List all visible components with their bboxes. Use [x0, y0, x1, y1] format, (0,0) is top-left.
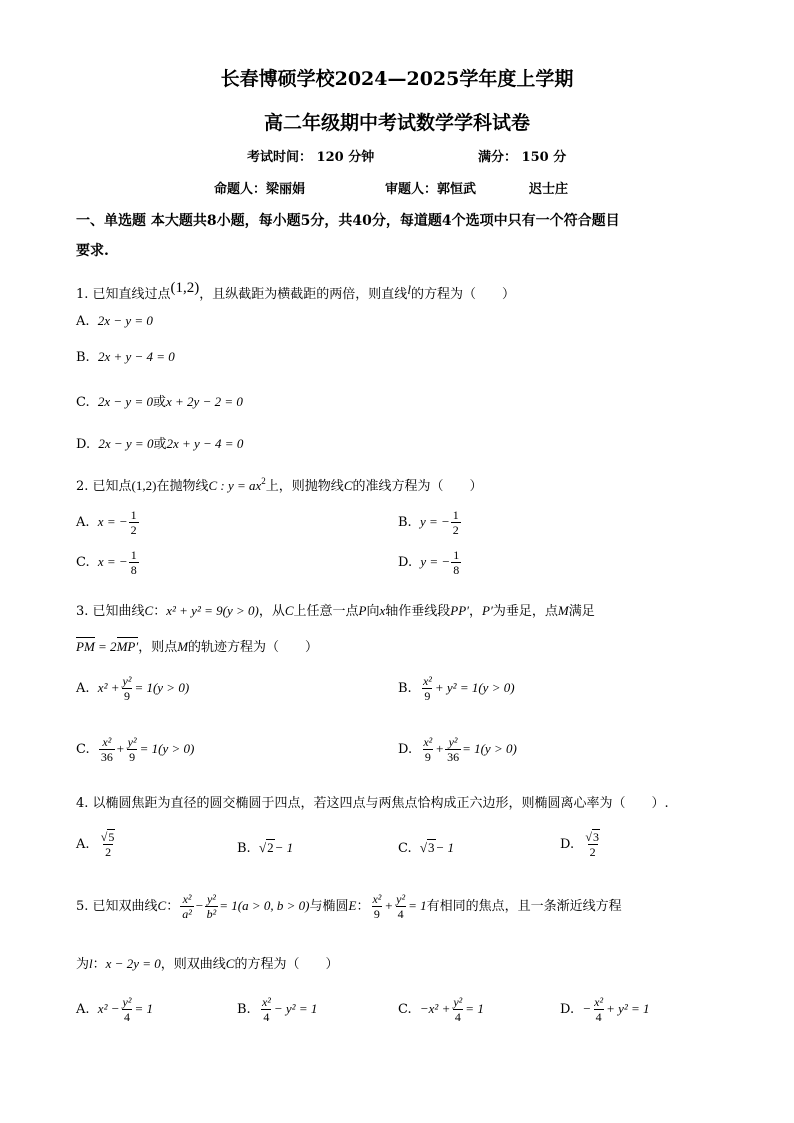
q5-option-a-letter: A. [76, 1002, 90, 1017]
numerator: x² [594, 995, 604, 1009]
q3-t8: ，则点 [138, 640, 178, 655]
numerator: y² [127, 735, 137, 749]
q3-pp: PP′ [450, 603, 470, 618]
q3-option-b-frac [421, 674, 434, 703]
q2-exp: 2 [261, 476, 266, 486]
full-score-value: 150 分 [521, 150, 567, 165]
numerator: 1 [130, 548, 137, 562]
q5-option-d-letter: D. [560, 1002, 575, 1017]
q2-t1: 在抛物线 [156, 479, 209, 494]
q5-option-b-post: − y² = 1 [273, 1001, 318, 1016]
q5-option-d-post: + y² = 1 [606, 1001, 650, 1016]
q2-option-d-letter: D. [398, 555, 413, 570]
q3-eq: x² + y² = 9(y > 0) [166, 603, 259, 618]
q3-option-c-post: = 1(y > 0) [139, 741, 195, 756]
q3-option-d-post: = 1(y > 0) [462, 741, 517, 756]
reviewer [385, 178, 476, 197]
q2-option-b-letter: B. [398, 515, 412, 530]
denominator: 9 [424, 750, 431, 764]
q1-option-b-text: 2x + y − 4 = 0 [97, 349, 175, 364]
q1-middle: ，且纵截距为横截距的两倍，则直线 [199, 287, 408, 302]
q5-t1: 与椭圆 [309, 899, 349, 914]
q2-option-c-letter: C. [76, 555, 90, 570]
exam-title-line2: 高二年级期中考试数学学科试卷 [263, 112, 530, 134]
denominator: 36 [100, 750, 113, 764]
q2-option-a-letter: A. [76, 515, 90, 530]
numerator: x² [182, 892, 192, 906]
denominator: 4 [397, 907, 404, 921]
q3-option-b-rest: + y² = 1(y > 0) [434, 680, 515, 695]
numerator: x² [422, 674, 432, 688]
q3-cvar: C [144, 603, 154, 618]
denominator: 2 [105, 845, 112, 859]
q5-efrac2 [394, 892, 407, 921]
q1-point: (1,2) [170, 280, 200, 296]
numerator: y² [396, 892, 406, 906]
q3-t1: ，从 [258, 604, 285, 619]
q1-suffix: 的方程为（ ） [410, 287, 515, 302]
q5-option-b [237, 995, 317, 1024]
setter-name: 梁丽娟 [266, 182, 306, 197]
q5-prefix: 5. 已知双曲线 [76, 899, 158, 914]
q4-option-d-letter: D. [560, 837, 575, 852]
numerator: x² [423, 735, 433, 749]
reviewer-name: 郭恒武 [437, 182, 477, 197]
q1-option-c-letter: C. [76, 395, 90, 410]
reviewer-label: 审题人： [385, 182, 438, 197]
denominator: 9 [123, 689, 130, 703]
q2-t2: 上，则抛物线 [265, 479, 344, 494]
q4-option-c-post: − 1 [435, 840, 455, 855]
q5-frac1 [180, 892, 194, 921]
question-5-stem-line2 [76, 953, 338, 972]
q3-t3: 向 [366, 604, 380, 619]
denominator: 8 [453, 563, 460, 577]
q3-colon: ： [153, 604, 167, 619]
q3-p: P [358, 603, 367, 618]
q3-option-c-frac2 [126, 735, 139, 764]
q4-option-d-frac: $\frac{√3}{2}$ [585, 830, 599, 859]
q3-m2: M [177, 639, 189, 654]
q3-eq2: = 2 [94, 639, 117, 654]
q3-t5: ， [469, 604, 483, 619]
q2-point: (1,2) [131, 478, 157, 493]
q1-var: l [407, 282, 411, 297]
q3-m: M [557, 603, 569, 618]
q4-option-a-letter: A. [76, 837, 90, 852]
q5-option-b-letter: B. [237, 1002, 251, 1017]
q5-option-d-frac [592, 995, 605, 1024]
q5-option-a-frac [121, 995, 134, 1024]
q5-option-a-post: = 1 [134, 1001, 153, 1016]
q3-option-a-post: = 1(y > 0) [134, 680, 190, 695]
q5-colon3: ： [92, 957, 106, 972]
q3-option-a-frac [121, 674, 134, 703]
q4-option-a-frac: $\frac{√5}{2}$ [100, 830, 115, 859]
denominator: 2 [130, 523, 137, 537]
q5-option-c-letter: C. [398, 1002, 412, 1017]
q5-colon: ： [166, 899, 180, 914]
q3-option-c: C. $\frac{\text{x²}}{36}$ + $\frac{\text{y²}}{9}$ = 1(y > 0) [76, 735, 195, 764]
numerator: x² [261, 995, 271, 1009]
q1-option-d-letter: D. [76, 437, 91, 452]
full-score [478, 146, 566, 165]
q3-x: x [379, 603, 386, 618]
q5-option-c-post: = 1 [465, 1001, 484, 1016]
q2-option-b [398, 508, 462, 537]
full-score-label: 满分： [478, 150, 518, 165]
q2-option-a-frac [129, 508, 139, 537]
q3-t7: 满足 [568, 604, 595, 619]
q5-option-c-frac [451, 995, 464, 1024]
denominator: 4 [454, 1010, 461, 1024]
q1-option-c-eq1: 2x − y = 0 [97, 394, 153, 409]
q5-option-c-pre: −x² + [419, 1001, 451, 1016]
q4-option-b-letter: B. [237, 841, 251, 856]
q5-t2: 有相同的焦点，且一条渐近线方程 [426, 899, 622, 914]
q2-option-d [398, 548, 462, 577]
numerator: x² [102, 735, 112, 749]
q3-option-d-letter: D. [398, 742, 413, 757]
q1-option-d [76, 433, 243, 452]
q5-option-a [76, 995, 153, 1024]
q5-option-b-frac [260, 995, 273, 1024]
numerator: 1 [452, 508, 459, 522]
q5-cond: = 1(a > 0, b > 0) [219, 898, 310, 913]
q4-option-b-post: − 1 [274, 840, 294, 855]
section-heading-line1: 一、单选题 本大题共8小题，每小题5分，共40分，每道题4个选项中只有一个符合题目 [76, 213, 620, 229]
q2-curve: C : y = ax [208, 478, 262, 493]
q3-pprime: P′ [482, 603, 493, 618]
question-5-stem-line1: 5. 已知双曲线C： $\frac{\text{x²}}{\text{a²}}$ − $\frac{\text{y²}}{\text{b²}}$ = 1(a > 0, b > 0)与椭圆E： $\frac{\text{x²}}{9}$ + $\frac{\text{y²}}{4}$ = 1有相同的焦点，且一条渐近线方程 [76, 892, 622, 921]
q2-option-c-lhs: x = − [97, 554, 128, 569]
q3-t2: 上任意一点 [293, 604, 359, 619]
q3-option-c-letter: C. [76, 742, 90, 757]
q5-eq1: = 1 [408, 898, 427, 913]
q5-option-c [398, 995, 484, 1024]
denominator: a² [182, 907, 192, 921]
denominator: 2 [452, 523, 459, 537]
q5-efrac1 [370, 892, 383, 921]
q1-option-c-eq2: x + 2y − 2 = 0 [166, 394, 243, 409]
exam-time [247, 146, 374, 165]
denominator: 36 [447, 750, 460, 764]
denominator: 9 [373, 907, 380, 921]
numerator: 1 [453, 548, 460, 562]
denominator: 9 [424, 689, 431, 703]
denominator: 4 [263, 1010, 270, 1024]
q5-t4: 的方程为（ ） [234, 957, 339, 972]
q5-colon2: ： [356, 899, 370, 914]
q2-prefix: 2. 已知点 [76, 479, 132, 494]
setter-label: 命题人： [214, 182, 267, 197]
denominator: 4 [123, 1010, 130, 1024]
q3-vector-pm: PM [76, 639, 95, 654]
q1-option-d-or: 或 [153, 437, 167, 452]
q3-option-b [398, 674, 515, 703]
radicand: 5 [108, 830, 115, 844]
question-1-stem [76, 280, 515, 303]
q4-option-a [76, 830, 118, 859]
q5-cvar: C [157, 898, 167, 913]
q4-option-d [560, 830, 603, 859]
q5-option-d [560, 995, 650, 1024]
q4-option-c-letter: C. [398, 841, 412, 856]
question-2-stem [76, 475, 483, 494]
numerator: y² [453, 995, 463, 1009]
q3-t6: 为垂足，点 [492, 604, 558, 619]
q3-t9: 的轨迹方程为（ ） [188, 640, 319, 655]
radicand: 3 [428, 840, 435, 855]
numerator: y² [448, 735, 458, 749]
q1-option-a [76, 313, 153, 329]
q3-option-a-letter: A. [76, 681, 90, 696]
q3-prefix: 3. 已知曲线 [76, 604, 145, 619]
setter [214, 178, 305, 197]
q2-option-a [76, 508, 140, 537]
q5-line2-prefix: 为 [76, 957, 90, 972]
q2-option-b-frac [451, 508, 461, 537]
numerator: y² [206, 892, 216, 906]
q1-option-a-letter: A. [76, 314, 90, 329]
q5-lvar: l [89, 956, 93, 971]
denominator: 8 [130, 563, 137, 577]
q2-option-c-frac [129, 548, 139, 577]
q1-option-d-eq2: 2x + y − 4 = 0 [166, 436, 244, 451]
q1-option-b [76, 349, 175, 365]
numerator: x² [372, 892, 382, 906]
q1-prefix: 1. 已知直线过点 [76, 287, 171, 302]
q1-option-d-eq1: 2x − y = 0 [98, 436, 154, 451]
question-4-stem: 4. 以椭圆焦距为直径的圆交椭圆于四点，若这四点与两焦点恰构成正六边形，则椭圆离心率为（ ）. [76, 796, 669, 811]
q3-option-a [76, 674, 189, 703]
q2-option-b-lhs: y = − [419, 514, 450, 529]
q2-option-d-frac [451, 548, 461, 577]
question-3-stem-line1 [76, 600, 595, 619]
q4-option-b: B. √2− 1 [237, 840, 294, 856]
third-name: 迟士庄 [529, 182, 569, 197]
q2-option-d-lhs: y = − [420, 554, 451, 569]
numerator: y² [122, 995, 132, 1009]
exam-title-line1: 长春博硕学校2024—2025学年度上学期 [220, 68, 574, 90]
exam-time-value: 120 分钟 [316, 150, 375, 165]
denominator: b² [206, 907, 217, 921]
q5-option-d-pre: − [582, 1001, 592, 1016]
numerator: 1 [130, 508, 137, 522]
q1-option-b-letter: B. [76, 350, 90, 365]
q3-option-d-frac2 [445, 735, 461, 764]
exam-time-label: 考试时间： [247, 150, 313, 165]
q3-option-d: D. $\frac{\text{x²}}{9}$ + $\frac{\text{y²}}{36}$ = 1(y > 0) [398, 735, 517, 764]
q5-option-a-pre: x² − [97, 1001, 120, 1016]
q5-frac2 [205, 892, 219, 921]
q3-option-d-frac1 [421, 735, 434, 764]
q3-option-b-letter: B. [398, 681, 412, 696]
q2-option-c [76, 548, 140, 577]
q3-c2: C [284, 603, 294, 618]
q1-option-a-text: 2x − y = 0 [97, 313, 153, 328]
q1-option-c-or: 或 [152, 395, 166, 410]
q5-t3: ，则双曲线 [160, 957, 226, 972]
q3-option-c-frac1 [99, 735, 115, 764]
q3-option-a-pre: x² + [97, 680, 120, 695]
q3-vector-mp: MP′ [116, 639, 139, 654]
section-heading-line2: 要求. [76, 243, 109, 259]
numerator: y² [122, 674, 132, 688]
denominator: 4 [595, 1010, 602, 1024]
q2-option-a-lhs: x = − [97, 514, 128, 529]
question-3-stem-line2 [76, 636, 318, 655]
radicand: 2 [267, 840, 274, 855]
radicand: 3 [592, 830, 599, 844]
q4-option-c: C. √3− 1 [398, 840, 455, 856]
q5-leq: x − 2y = 0 [105, 956, 161, 971]
denominator: 9 [129, 750, 136, 764]
denominator: 2 [589, 845, 596, 859]
q5-evar: E [348, 898, 357, 913]
q2-t3: 的准线方程为（ ） [352, 479, 483, 494]
q2-cvar: C [343, 478, 353, 493]
q5-c2: C [225, 956, 235, 971]
q1-option-c [76, 391, 243, 410]
q3-t4: 轴作垂线段 [385, 604, 451, 619]
